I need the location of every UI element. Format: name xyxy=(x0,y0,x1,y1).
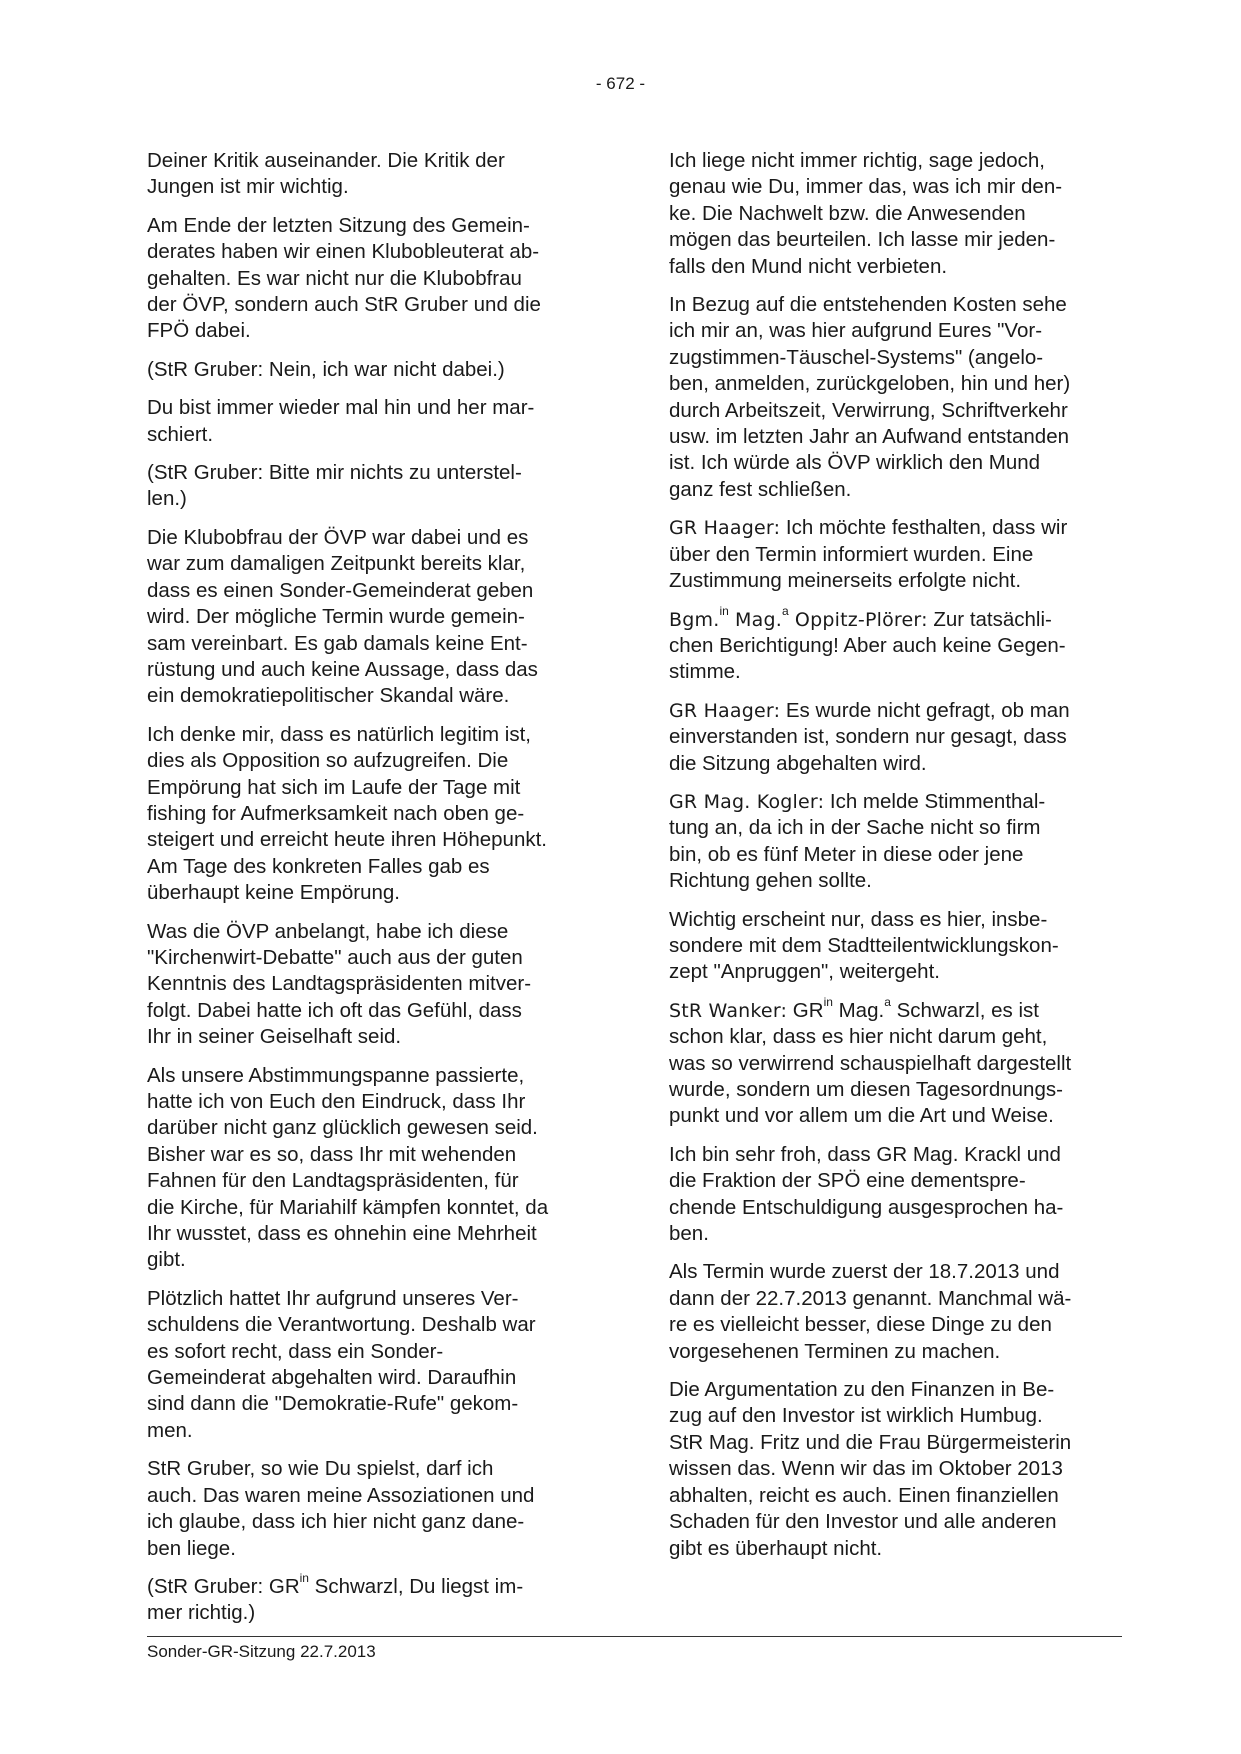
speaker-name: Oppitz-Plörer: xyxy=(788,608,928,631)
left-column xyxy=(147,148,599,1639)
paragraph: Wichtig erscheint nur, dass es hier, insbe- sondere mit dem Stadtteilentwicklungskon- zept "Anpruggen", weitergeht. xyxy=(669,907,1059,984)
speech-paragraph xyxy=(669,698,1121,777)
title-suffix: in xyxy=(719,603,729,618)
paragraph: Als unsere Abstimmungspanne passierte, hatte ich von Euch den Eindruck, dass Ihr darüber nicht ganz glücklich gewesen seid. Bisher war es so, dass Ihr mit wehenden Fahnen für den Landtagspräsidenten, für die Kirche, für Mariahilf kämpfen konntet, da Ihr wusstet, dass es ohnehin eine Mehrheit gibt. xyxy=(147,1063,549,1272)
speech-text: Zur tatsächli- chen Berichtigung! Aber auch keine Gegen- stimme. xyxy=(669,607,1066,684)
speech-paragraph xyxy=(669,603,1121,686)
paragraph: Deiner Kritik auseinander. Die Kritik der Jungen ist mir wichtig. xyxy=(147,149,505,199)
speech-text: GR xyxy=(787,998,824,1022)
paragraph: Als Termin wurde zuerst der 18.7.2013 und dann der 22.7.2013 genannt. Manchmal wä- re es vielleicht besser, diese Dinge zu den vorgesehenen Terminen zu machen. xyxy=(669,1260,1072,1363)
title-suffix: a xyxy=(884,994,891,1009)
interjection-paragraph xyxy=(147,1571,599,1627)
speaker-name: Mag. xyxy=(728,608,782,631)
speech-text: Schwarzl, es ist schon klar, dass es hier nicht darum geht, was so verwirrend schauspielhaft dargestellt wurde, sondern um diesen Tagesordnungs- punkt und vor allem um die Art und Weise. xyxy=(669,998,1072,1128)
paragraph: Die Klubobfrau der ÖVP war dabei und es war zum damaligen Zeitpunkt bereits klar, dass es einen Sonder-Gemeinderat geben wird. Der mögliche Termin wurde gemein- sam vereinbart. Es gab damals keine Ent- rüstung und auch keine Aussage, dass das ein demokratiepolitischer Skandal wäre. xyxy=(147,525,538,708)
speech-text: Mag. xyxy=(832,998,885,1022)
speaker-name: GR Haager: xyxy=(669,517,781,540)
paragraph: Ich bin sehr froh, dass GR Mag. Krackl und die Fraktion der SPÖ eine dementspre- chende Entschuldigung ausgesprochen ha- ben. xyxy=(669,1142,1064,1246)
right-column xyxy=(669,148,1121,1574)
paragraph: In Bezug auf die entstehenden Kosten sehe ich mir an, was hier aufgrund Eures "Vor- zugstimmen-Täuschel-Systems" (angelo- ben, anmelden, zurückgeloben, hin und her) durch Arbeitszeit, Verwirrung, Schriftverkehr usw. im letzten Jahr an Aufwand entstanden ist. Ich würde als ÖVP wirklich den Mund ganz fest schließen. xyxy=(669,293,1071,501)
paragraph: Was die ÖVP anbelangt, habe ich diese "Kirchenwirt-Debatte" auch aus der guten Kenntnis des Landtagspräsidenten mitver- folgt. Dabei hatte ich oft das Gefühl, dass Ihr in seiner Geiselhaft seid. xyxy=(147,919,532,1049)
speech-paragraph xyxy=(669,789,1121,895)
speech-paragraph xyxy=(669,994,1121,1130)
speech-text: Ich melde Stimmenthal- tung an, da ich in der Sache nicht so firm bin, ob es fünf Meter in diese oder jene Richtung gehen sollte. xyxy=(669,789,1046,893)
paragraph: Ich liege nicht immer richtig, sage jedoch, genau wie Du, immer das, was ich mir den- ke. Die Nachwelt bzw. die Anwesenden mögen das beurteilen. Ich lasse mir jeden- falls den Mund nicht verbieten. xyxy=(669,149,1063,278)
title-suffix: a xyxy=(781,603,789,618)
page-number: - 672 - xyxy=(595,74,646,93)
speech-text: Ich möchte festhalten, dass wir über den Termin informiert wurden. Eine Zustimmung meinerseits erfolgte nicht. xyxy=(669,516,1068,593)
speech-paragraph xyxy=(669,515,1121,594)
footer-divider xyxy=(147,1636,1122,1637)
interjection-text: Schwarzl, Du liegst im- mer richtig.) xyxy=(147,1574,524,1625)
paragraph: Die Argumentation zu den Finanzen in Be- zug auf den Investor ist wirklich Humbug. StR Mag. Fritz und die Frau Bürgermeisterin wissen das. Wenn wir das im Oktober 2013 abhalten, reicht es auch. Einen finanziellen Schaden für den Investor und alle anderen gibt es überhaupt nicht. xyxy=(669,1378,1072,1560)
speaker-name: GR Mag. Kogler: xyxy=(669,790,825,813)
interjection-text: (StR Gruber: GR xyxy=(147,1574,300,1598)
paragraph: Plötzlich hattet Ihr aufgrund unseres Ver- schuldens die Verantwortung. Deshalb war es sofort recht, dass ein Sonder- Gemeinderat abgehalten wird. Daraufhin sind dann die "Demokratie-Rufe" gekom- men. xyxy=(147,1286,536,1442)
speech-text: Es wurde nicht gefragt, ob man einverstanden ist, sondern nur gesagt, dass die Sitzung abgehalten wird. xyxy=(669,698,1070,775)
speaker-name: StR Wanker: xyxy=(669,999,788,1022)
paragraph: Du bist immer wieder mal hin und her mar- schiert. xyxy=(147,396,535,446)
title-suffix: in xyxy=(299,1571,309,1586)
paragraph: Ich denke mir, dass es natürlich legitim ist, dies als Opposition so aufzugreifen. Die Empörung hat sich im Laufe der Tage mit fishing for Aufmerksamkeit nach oben ge- steigert und erreicht heute ihren Höhepunkt. Am Tage des konkreten Falles gab es überhaupt keine Empörung. xyxy=(147,722,548,905)
paragraph: StR Gruber, so wie Du spielst, darf ich auch. Das waren meine Assoziationen und ich glaube, dass ich hier nicht ganz dane- ben liege. xyxy=(147,1457,535,1560)
paragraph: (StR Gruber: Bitte mir nichts zu unterstel- len.) xyxy=(147,461,522,511)
speaker-name: GR Haager: xyxy=(669,699,781,722)
speaker-name: Bgm. xyxy=(669,608,720,631)
title-suffix: in xyxy=(823,994,833,1009)
paragraph: Am Ende der letzten Sitzung des Gemein- derates haben wir einen Klubobleuterat ab- gehalten. Es war nicht nur die Klubobfrau der ÖVP, sondern auch StR Gruber und die FPÖ dabei. xyxy=(147,213,541,343)
footer-session-label: Sonder-GR-Sitzung 22.7.2013 xyxy=(147,1642,376,1661)
paragraph: (StR Gruber: Nein, ich war nicht dabei.) xyxy=(147,357,505,381)
